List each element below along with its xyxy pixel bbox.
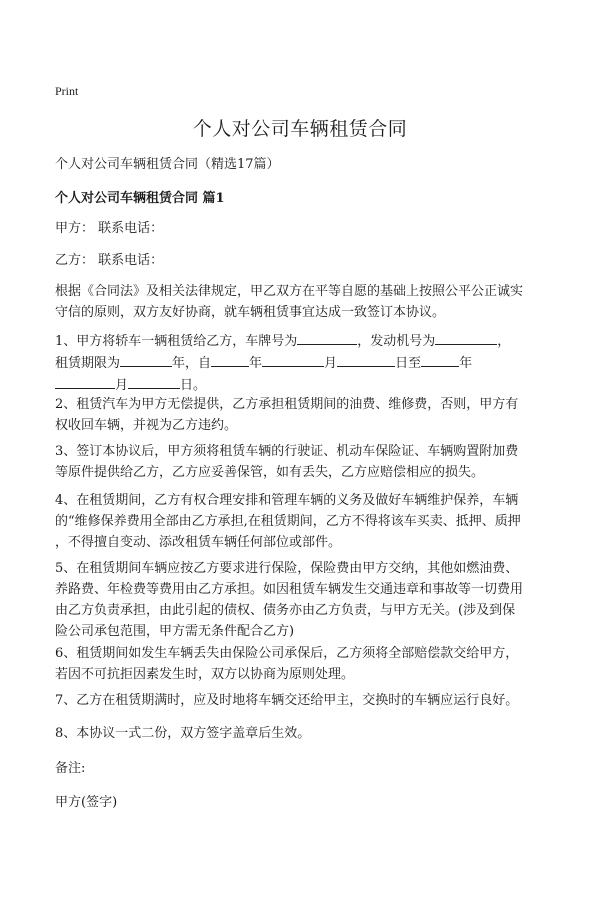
clause-6-line: 若因不可抗拒因素发生时，双方以协商为原则处理。 (55, 667, 355, 682)
clause-1-text: 年，自 (172, 356, 212, 371)
clause-5-line: 5、在租赁期间车辆应按乙方要求进行保险，保险费由甲方交纳，其他如燃油费、 (55, 561, 519, 576)
clause-3-line: 等原件提供给乙方，乙方应妥善保管，如有丢失，乙方应赔偿相应的损失。 (55, 465, 485, 480)
document-title: 个人对公司车辆租赁合同 (192, 118, 408, 140)
clause-3 (55, 441, 560, 483)
clause-2 (55, 394, 560, 436)
clause-4 (55, 490, 560, 553)
section-heading: 个人对公司车辆租赁合同 篇1 (55, 191, 225, 206)
clause-5-line: 由乙方负责承担，由此引起的债权、债务亦由乙方负责，与甲方无关。(涉及到保 (55, 603, 516, 618)
intro-paragraph (55, 281, 560, 323)
clause-1-text: 月 (115, 378, 129, 393)
clause-1-line (55, 352, 560, 374)
clause-1 (55, 330, 560, 396)
clause-6 (55, 643, 560, 685)
end-month-blank (55, 374, 115, 389)
plate-number-blank (297, 330, 357, 345)
clause-5 (55, 558, 560, 642)
clause-5-line: 险公司承包范围，甲方需无条件配合乙方) (55, 624, 295, 639)
clause-2-line: 权收回车辆，并视为乙方违约。 (55, 418, 238, 433)
end-year-blank (421, 352, 459, 367)
clause-7: 7、乙方在租赁期满时，应及时地将车辆交还给甲主，交换时的车辆应运行良好。 (55, 693, 519, 708)
party-a-line: 甲方： 联系电话： (55, 221, 164, 236)
clause-1-text: 年 (459, 356, 473, 371)
clause-8: 8、本协议一式二份，双方签字盖章后生效。 (55, 726, 311, 741)
intro-line: 守信的原则，双方友好协商，就车辆租赁事宜达成一致签订本协议。 (55, 305, 446, 320)
clause-5-line: 养路费、年检费等费用由乙方承担。如因租赁车辆发生交通违章和事故等一切费用 (55, 582, 524, 597)
print-label: Print (55, 84, 79, 98)
clause-1-text: 1、甲方将轿车一辆租赁给乙方，车牌号为 (55, 334, 298, 349)
clause-4-line: 的“维修保养费用全部由乙方承担,在租赁期间，乙方不得将该车买卖、抵押、质押 (55, 514, 521, 529)
clause-1-text: 租赁期限为 (55, 356, 121, 371)
clause-1-text: 年 (249, 356, 263, 371)
clause-4-line: 4、在租赁期间，乙方有权合理安排和管理车辆的义务及做好车辆维护保养，车辆 (55, 493, 519, 508)
clause-1-text: ，发动机号为 (357, 334, 436, 349)
start-month-blank (262, 352, 324, 367)
intro-line: 根据《合同法》及相关法律规定，甲乙双方在平等自愿的基础上按照公平公正诚实 (55, 284, 524, 299)
party-a-signature: 甲方(签字) (55, 795, 118, 810)
engine-number-blank (435, 330, 497, 345)
end-day-blank (128, 374, 180, 389)
clause-1-line (55, 374, 560, 396)
start-day-blank (337, 352, 395, 367)
term-years-blank (120, 352, 172, 367)
remarks-label: 备注: (55, 761, 86, 776)
clause-3-line: 3、签订本协议后，甲方须将租赁车辆的行驶证、机动车保险证、车辆购置附加费 (55, 444, 519, 459)
clause-6-line: 6、租赁期间如发生车辆丢失由保险公司承保后，乙方须将全部赔偿款交给甲方， (55, 646, 519, 661)
clause-1-line (55, 330, 560, 352)
clause-1-text: 日至 (395, 356, 422, 371)
clause-1-text: ， (497, 334, 511, 349)
clause-4-line: ，不得擅自变动、添改租赁车辆任何部位或部件。 (55, 535, 342, 550)
start-year-blank (211, 352, 249, 367)
clause-1-text: 月 (324, 356, 338, 371)
clause-1-text: 日。 (180, 378, 207, 393)
document-subtitle: 个人对公司车辆租赁合同（精选17篇） (55, 157, 280, 172)
party-b-line: 乙方： 联系电话： (55, 253, 164, 268)
clause-2-line: 2、租赁汽车为甲方无偿提供，乙方承担租赁期间的油费、维修费，否则，甲方有 (55, 397, 519, 412)
